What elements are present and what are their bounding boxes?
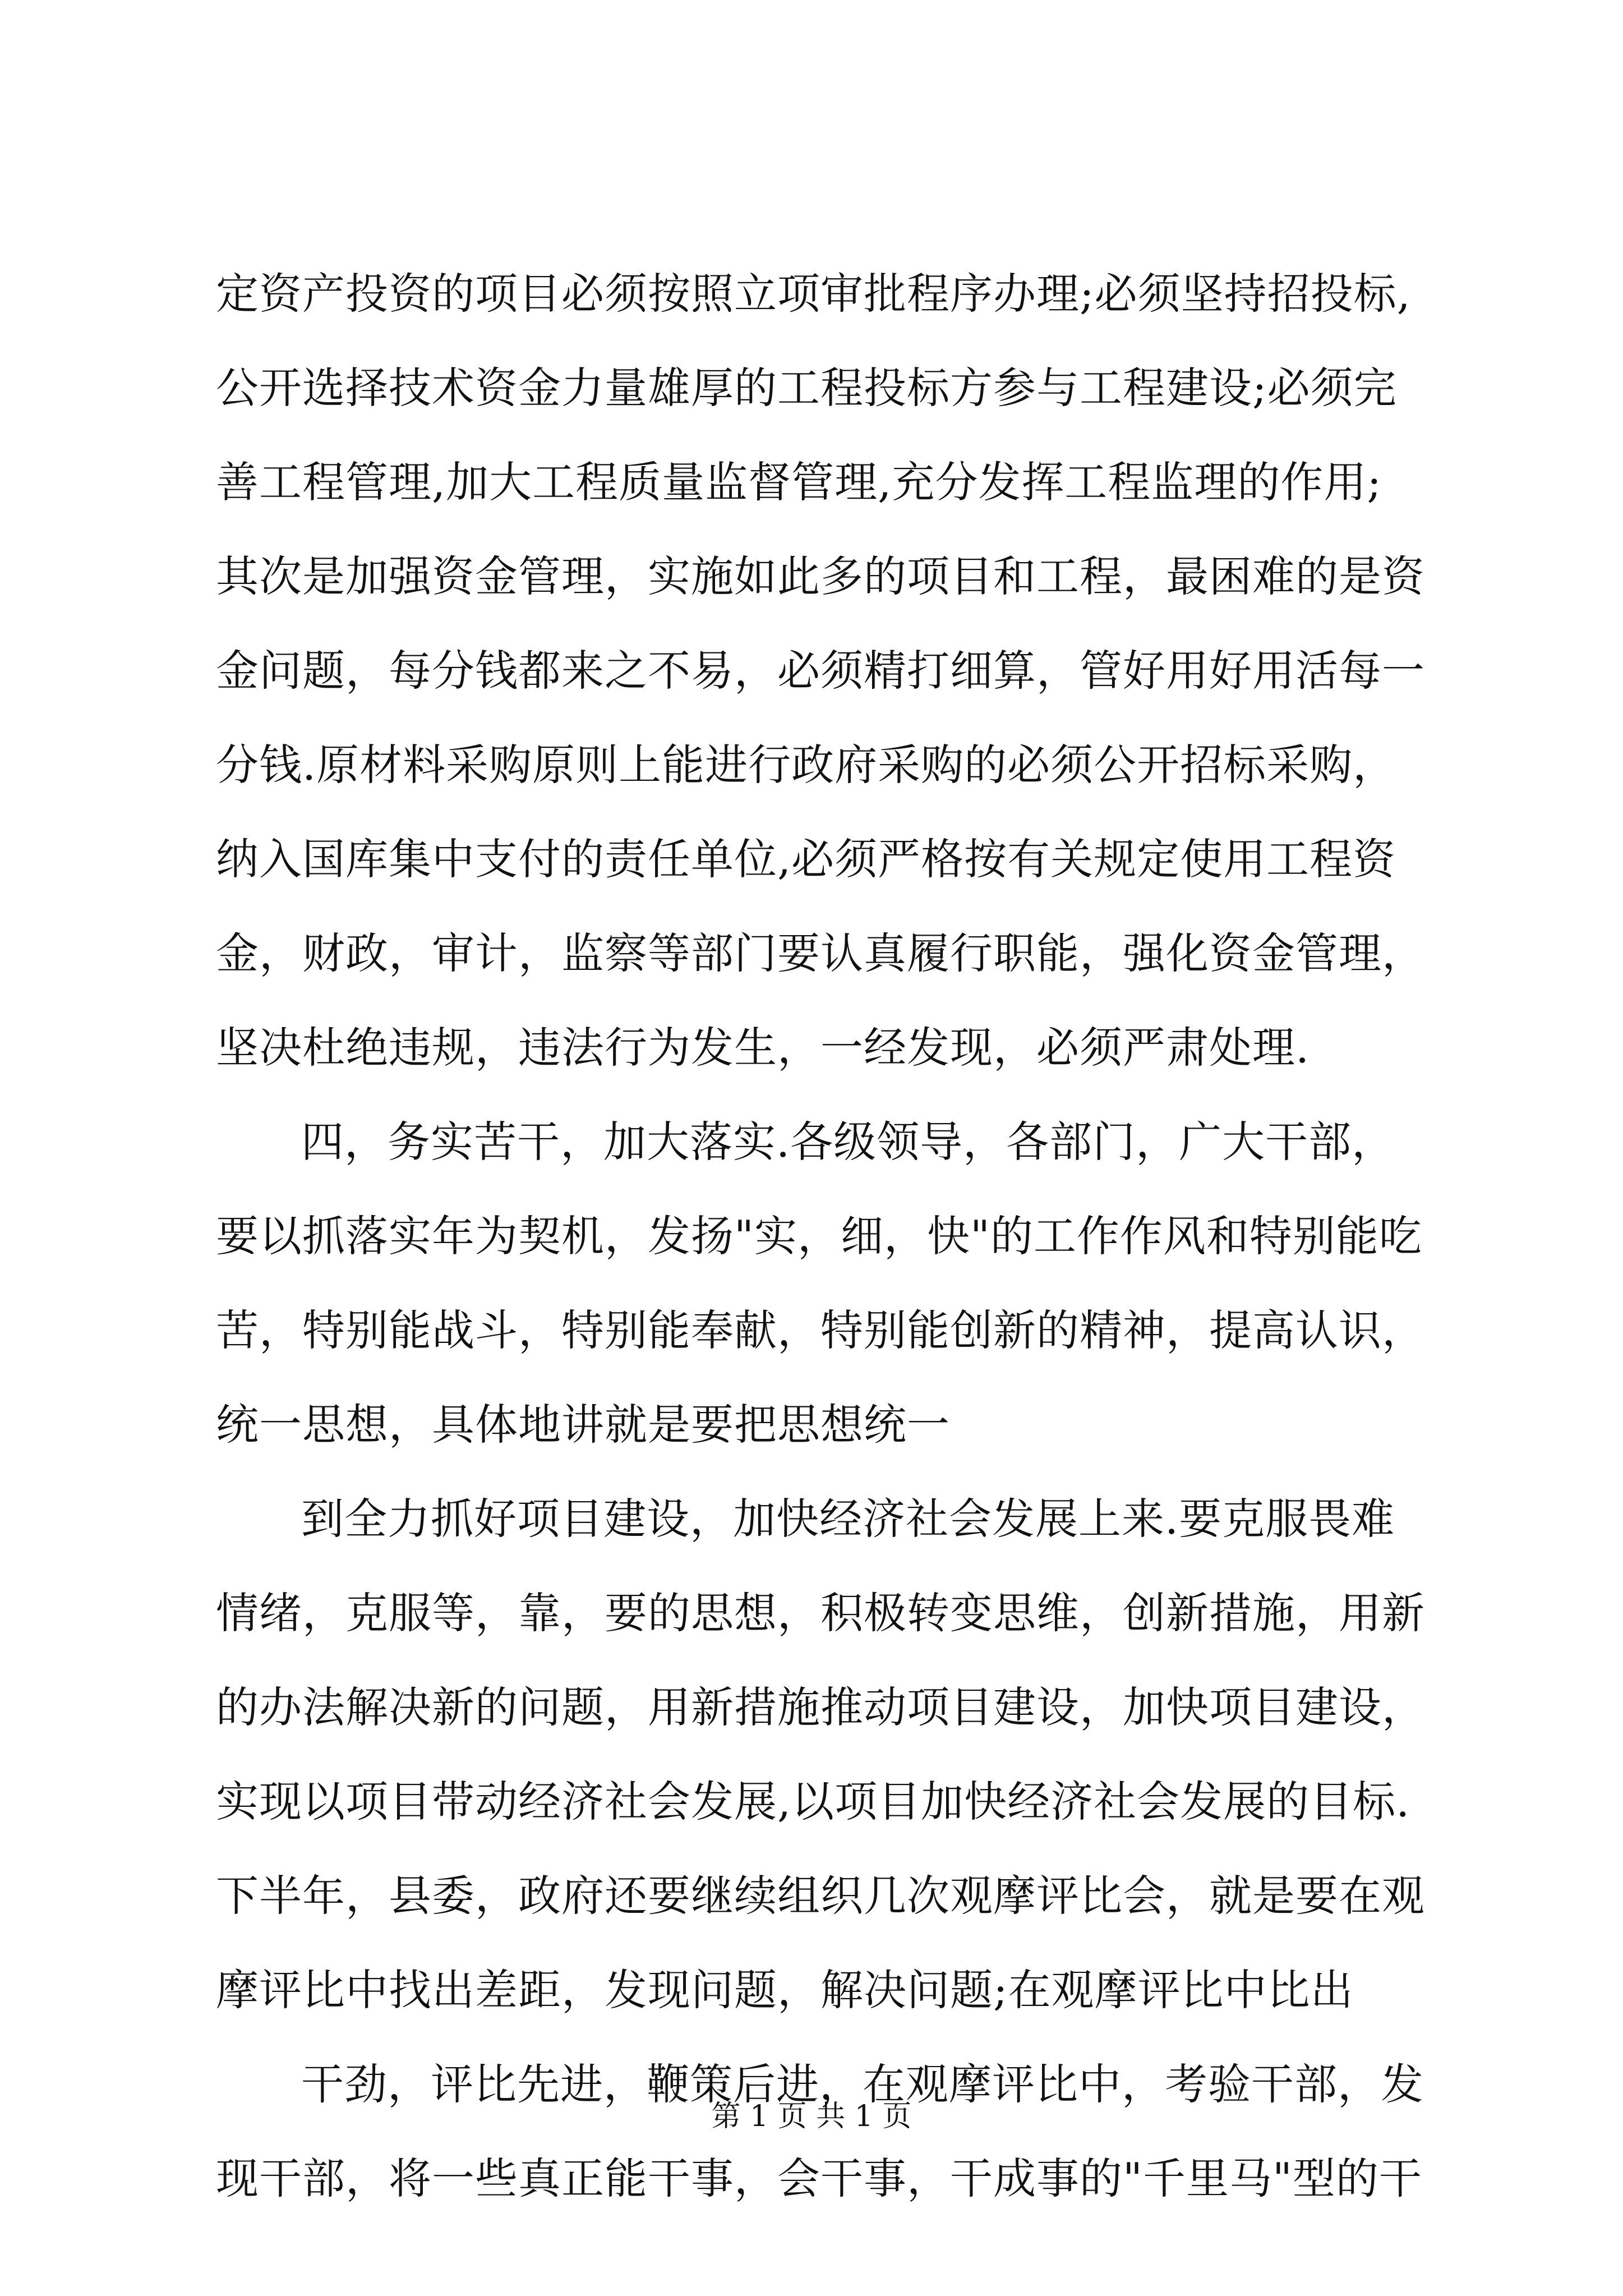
text-line: 现干部，将一些真正能干事，会干事，干成事的"千里马"型的干 (216, 2154, 1422, 2203)
text-line: 苦，特别能战斗，特别能奉献，特别能创新的精神，提高认识， (216, 1305, 1425, 1355)
text-line: 下半年，县委，政府还要继续组织几次观摩评比会，就是要在观 (216, 1871, 1425, 1921)
text-line: 统一思想，具体地讲就是要把思想统一 (216, 1400, 950, 1450)
text-line: 坚决杜绝违规，违法行为发生，一经发现，必须严肃处理. (216, 1023, 1310, 1073)
text-line: 其次是加强资金管理，实施如此多的项目和工程，最困难的是资 (216, 551, 1425, 601)
text-line: 分钱.原材料采购原则上能进行政府采购的必须公开招标采购， (216, 740, 1396, 790)
text-line: 到全力抓好项目建设，加快经济社会发展上来.要克服畏难 (301, 1494, 1395, 1544)
text-line: 金，财政，审计，监察等部门要认真履行职能，强化资金管理， (216, 928, 1425, 978)
body-text (216, 247, 1427, 2226)
text-line: 纳入国库集中支付的责任单位,必须严格按有关规定使用工程资 (216, 834, 1396, 884)
text-line: 四，务实苦干，加大落实.各级领导，各部门，广大干部， (301, 1117, 1395, 1167)
text-line: 情绪，克服等，靠，要的思想，积极转变思维，创新措施，用新 (216, 1588, 1425, 1638)
text-line: 的办法解决新的问题，用新措施推动项目建设，加快项目建设， (216, 1682, 1425, 1732)
text-line: 实现以项目带动经济社会发展,以项目加快经济社会发展的目标. (216, 1777, 1410, 1826)
text-line: 摩评比中找出差距，发现问题，解决问题;在观摩评比中比出 (216, 1965, 1354, 2015)
text-line: 金问题，每分钱都来之不易，必须精打细算，管好用好用活每一 (216, 646, 1425, 696)
text-line: 善工程管理,加大工程质量监督管理,充分发挥工程监理的作用; (216, 457, 1382, 507)
text-line: 公开选择技术资金力量雄厚的工程投标方参与工程建设;必须完 (216, 363, 1397, 413)
text-line: 干劲，评比先进，鞭策后进，在观摩评比中，考验干部，发 (301, 2059, 1424, 2109)
text-line: 要以抓落实年为契机，发扬"实，细，快"的工作作风和特别能吃 (216, 1211, 1422, 1261)
page-footer: 第 1 页 共 1 页 (711, 2100, 912, 2133)
text-line: 定资产投资的项目必须按照立项审批程序办理;必须坚持招投标, (216, 269, 1411, 319)
